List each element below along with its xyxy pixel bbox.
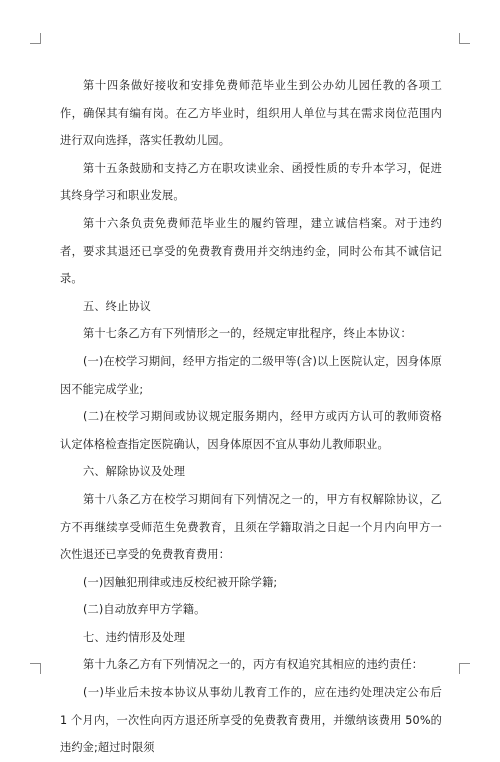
article-19: 第十九条乙方有下列情况之一的，丙方有权追究其相应的违约责任： — [83, 658, 424, 672]
article-18: 第十八条乙方在校学习期间有下列情况之一的，甲方有权解除协议，乙方不再继续享受师范生免费教育，且须在学籍取消之日起一个月内向甲方一次性退还已享受的免费教育费用： — [60, 492, 442, 562]
crop-mark-top-left — [30, 33, 41, 44]
section-heading-rescind: 六、解除协议及处理 — [83, 465, 186, 479]
crop-mark-top-right — [459, 33, 470, 44]
article-18-item-1: (一)因触犯刑律或违反校纪被开除学籍; — [83, 575, 278, 589]
section-heading-terminate: 五、终止协议 — [83, 299, 152, 313]
document-body — [60, 72, 442, 762]
article-16: 第十六条负责免费师范毕业生的履约管理，建立诚信档案。对于违约者，要求其退还已享受的免费教育费用并交纳违约金，同时公布其不诚信记录。 — [60, 216, 442, 286]
article-19-item-1: (一)毕业后未按本协议从事幼儿教育工作的，应在违约处理决定公布后 1 个月内，一次性向丙方退还所享受的免费教育费用，并缴纳该费用 50%的违约金;超过时限须 — [60, 686, 442, 755]
article-18-item-2: (二)自动放弃甲方学籍。 — [83, 603, 206, 617]
article-14: 第十四条做好接收和安排免费师范毕业生到公办幼儿园任教的各项工作，确保其有编有岗。在乙方毕业时，组织用人单位与其在需求岗位范围内进行双向选择，落实任教幼儿园。 — [60, 79, 442, 148]
article-17-item-2: (二)在校学习期间或协议规定服务期内，经甲方或丙方认可的教师资格认定体格检查指定医院确认，因身体原因不宜从事幼儿教师职业。 — [60, 410, 442, 451]
crop-mark-bottom-left — [30, 663, 41, 674]
article-17: 第十七条乙方有下列情形之一的，经规定审批程序，终止本协议： — [83, 327, 412, 341]
article-17-item-1: (一)在校学习期间，经甲方指定的二级甲等(含)以上医院认定，因身体原因不能完成学业; — [60, 354, 442, 396]
article-15: 第十五条鼓励和支持乙方在职攻读业余、函授性质的专升本学习，促进其终身学习和职业发展。 — [60, 161, 442, 203]
crop-mark-bottom-right — [459, 663, 470, 674]
section-heading-breach: 七、违约情形及处理 — [83, 630, 186, 644]
